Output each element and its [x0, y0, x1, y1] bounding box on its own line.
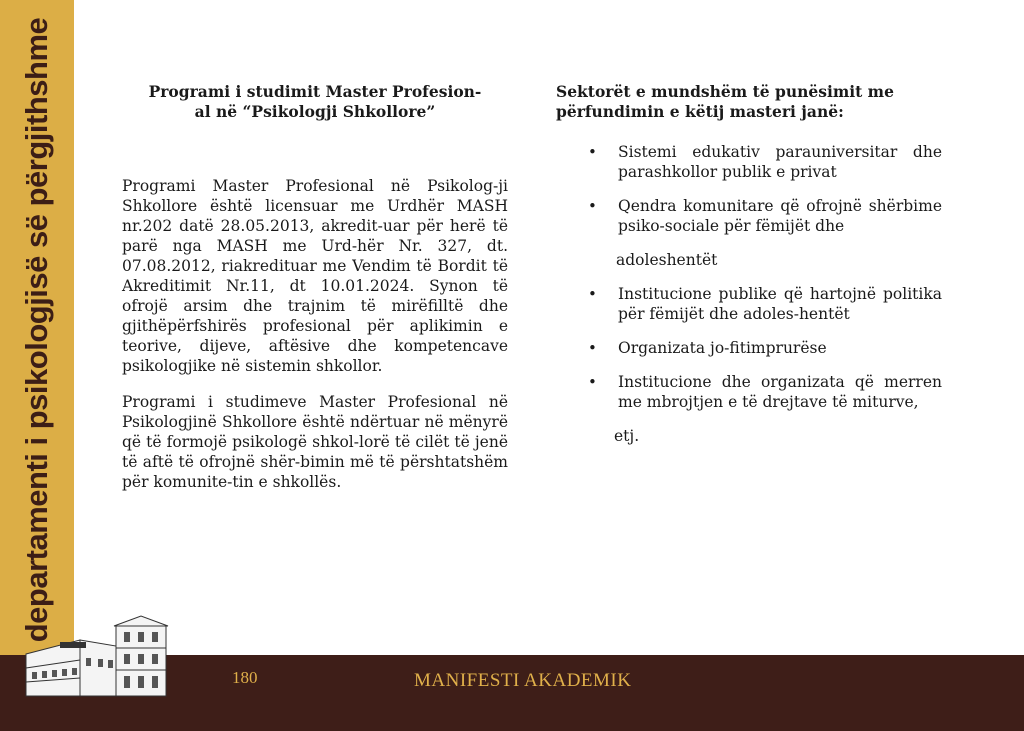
footer-title: MANIFESTI AKADEMIK: [414, 670, 632, 691]
list-etc: etj.: [614, 427, 640, 445]
bullet-icon: •: [588, 285, 597, 303]
bullet-icon: •: [588, 339, 597, 357]
employment-sector-list: [556, 142, 942, 236]
list-item: • Sistemi edukativ parauniversitar dhe parashkollor publik e privat: [588, 143, 942, 181]
program-heading-text: Programi i studimit Master Profesion- al në “Psikologji Shkollore”: [148, 82, 482, 121]
employment-sector-list-continued: [556, 284, 942, 412]
left-column: [122, 82, 508, 492]
sidebar-band: [0, 0, 74, 655]
program-heading: [122, 82, 508, 122]
page-number: 180: [232, 668, 258, 687]
list-item: • Institucione dhe organizata që merren me mbrojtjen e të drejtave të miturve,: [588, 373, 942, 411]
program-description-paragraph: Programi Master Profesional në Psikolog-ji Shkollore është licensuar me Urdhër MASH nr.202 datë 28.05.2013, akredit-uar për herë të parë nga MASH me Urd-hër Nr. 327, dt. 07.08.2012, riakredituar me Vendim të Bordit të Akreditimit Nr.11, dt 10.01.2024. Synon të ofrojë arsim dhe trajnim të mirëfilltë dhe gjithëpërfshirës profesional për aplikimin e teorive, dijeve, aftësive dhe kompetencave psikologjike në sistemin shkollor.: [122, 177, 508, 375]
bullet-icon: •: [588, 373, 597, 391]
employment-heading: Sektorët e mundshëm të punësimit me përfundimin e këtij masteri janë:: [556, 82, 894, 121]
list-continuation: adoleshentët: [616, 251, 718, 269]
list-item: • Organizata jo-fitimprurëse: [588, 339, 827, 357]
bullet-icon: •: [588, 143, 597, 161]
program-structure-paragraph: Programi i studimeve Master Profesional në Psikologjinë Shkollore është ndërtuar në mënyrë që të formojë psikologë shkol-lorë të cilët të jenë të aftë të ofrojnë shër-bimin më të përshtatshëm për komunite-tin e shkollës.: [122, 393, 508, 491]
list-item: • Institucione publike që hartojnë politika për fëmijët dhe adoles-hentët: [588, 285, 942, 323]
right-column: [556, 82, 942, 446]
department-title: departamenti i psikologjisë së përgjithshme: [19, 17, 54, 643]
bullet-icon: •: [588, 197, 597, 215]
list-item: • Qendra komunitare që ofrojnë shërbime psiko-sociale për fëmijët dhe: [588, 197, 942, 235]
university-building-icon: [20, 612, 172, 702]
